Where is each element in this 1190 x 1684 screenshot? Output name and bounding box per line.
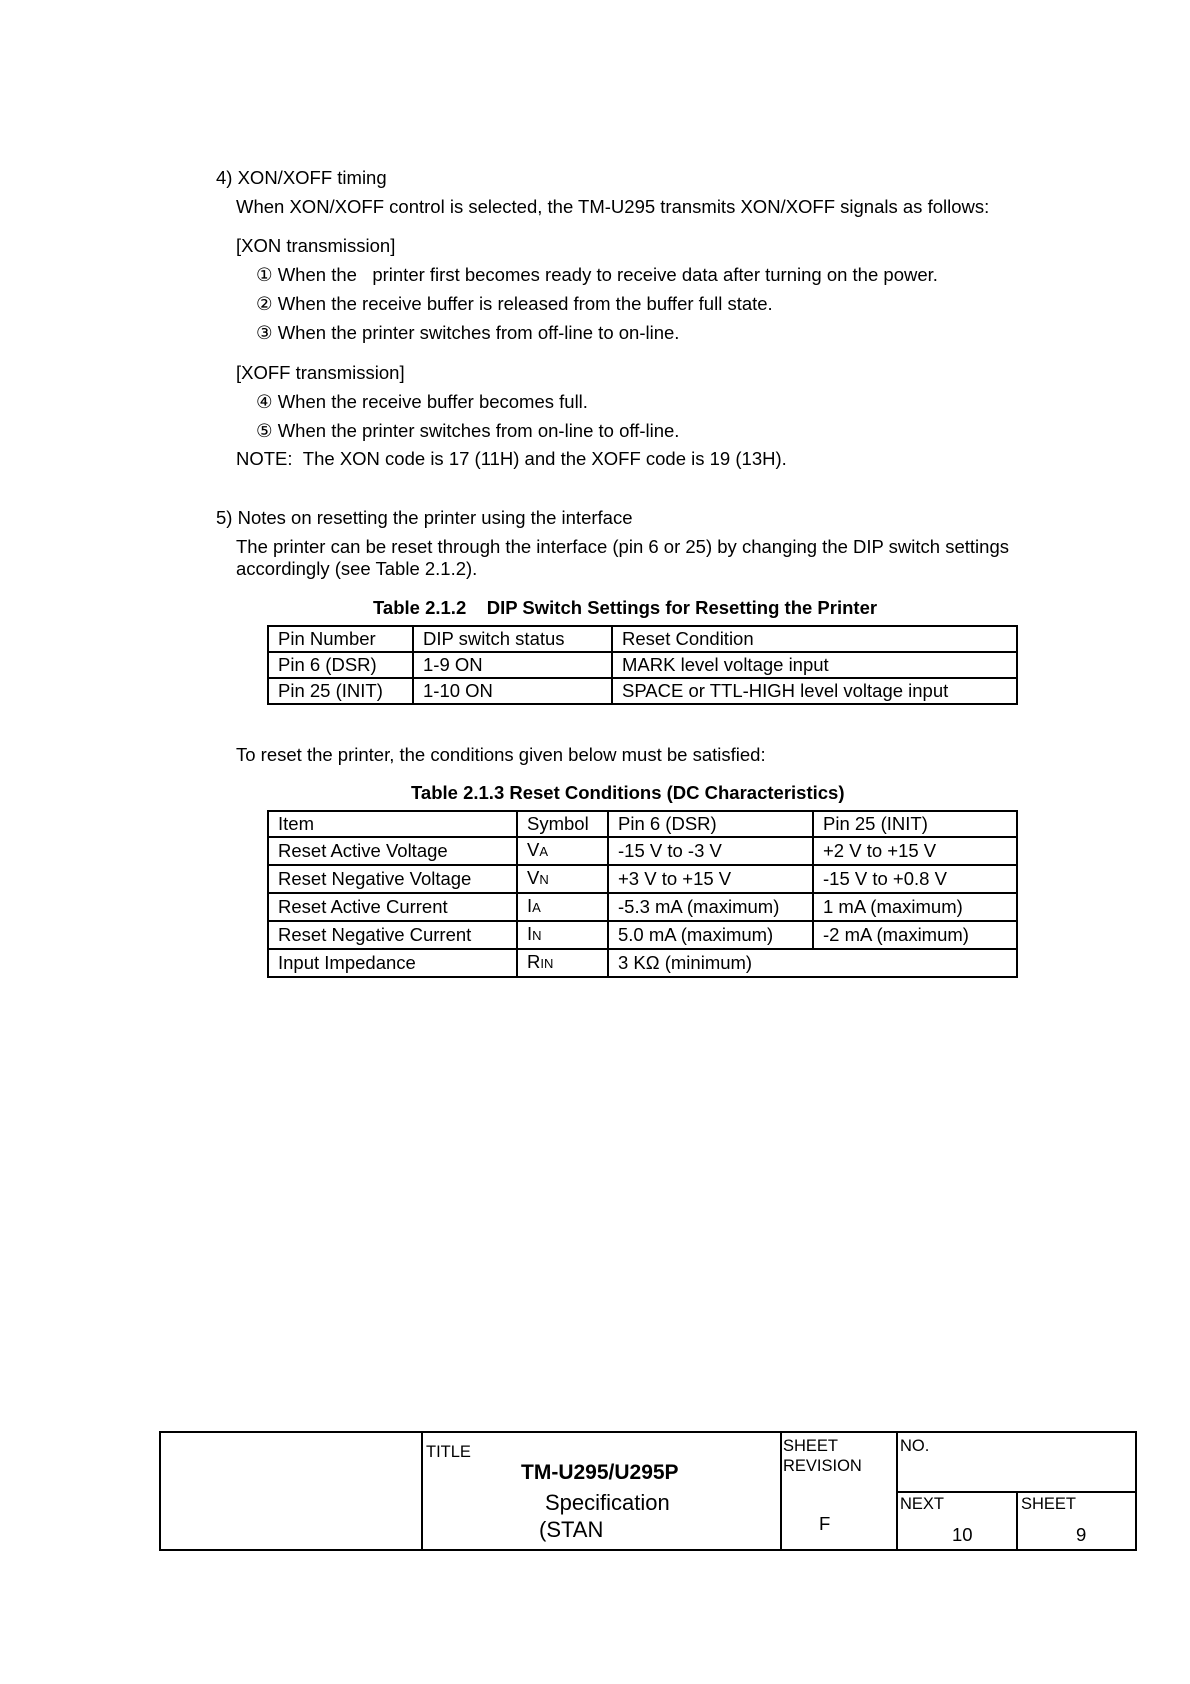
table-cell: Reset Active Voltage: [268, 837, 517, 865]
table-header-row: [268, 811, 1017, 837]
header-cell: Symbol: [517, 811, 608, 837]
section-5-paragraph-line-2: accordingly (see Table 2.1.2).: [236, 558, 478, 579]
table-2-1-2-caption: Table 2.1.2 DIP Switch Settings for Resetting the Printer: [373, 597, 878, 618]
document-spec-line-2: (STAN: [539, 1517, 604, 1542]
xon-label: [XON transmission]: [236, 235, 396, 256]
title-block: [159, 1431, 1137, 1551]
table-2-1-3-caption: Table 2.1.3 Reset Conditions (DC Characteristics): [411, 782, 845, 803]
revision-value: F: [819, 1513, 831, 1534]
xoff-item-5: ⑤ When the printer switches from on-line to off-line.: [256, 420, 680, 441]
table-cell: MARK level voltage input: [612, 652, 1017, 678]
header-cell: DIP switch status: [413, 626, 612, 652]
xoff-label: [XOFF transmission]: [236, 362, 405, 383]
reset-conditions-text: To reset the printer, the conditions given below must be satisfied:: [236, 744, 766, 765]
sheet-revision-label-line-1: SHEET: [783, 1437, 839, 1455]
sheet-value: 9: [1076, 1524, 1087, 1545]
table-cell: Reset Negative Current: [268, 921, 517, 949]
table-cell: 1-10 ON: [413, 678, 612, 704]
table-row: [268, 921, 1017, 949]
symbol-cell: VN: [517, 865, 608, 893]
table-cell: Input Impedance: [268, 949, 517, 977]
symbol-cell: IA: [517, 893, 608, 921]
table-cell: Reset Negative Voltage: [268, 865, 517, 893]
document-spec-line-1: Specification: [545, 1490, 670, 1515]
table-cell: Pin 6 (DSR): [268, 652, 413, 678]
table-header-row: [268, 626, 1017, 652]
table-cell: -15 V to +0.8 V: [813, 865, 1017, 893]
section-5-heading: 5) Notes on resetting the printer using the interface: [216, 507, 633, 528]
number-label: NO.: [900, 1437, 930, 1455]
table-cell: -15 V to -3 V: [608, 837, 813, 865]
table-cell: Reset Active Current: [268, 893, 517, 921]
symbol-cell: VA: [517, 837, 608, 865]
next-sheet-value: 10: [952, 1524, 973, 1545]
next-label: NEXT: [900, 1495, 945, 1513]
section-4-heading: 4) XON/XOFF timing: [216, 167, 387, 188]
title-label: TITLE: [426, 1443, 471, 1461]
header-cell: Reset Condition: [612, 626, 1017, 652]
symbol-cell: IN: [517, 921, 608, 949]
section-5-paragraph-line-1: The printer can be reset through the interface (pin 6 or 25) by changing the DIP switch settings: [236, 536, 1009, 557]
xon-xoff-note: NOTE: The XON code is 17 (11H) and the XOFF code is 19 (13H).: [236, 448, 787, 469]
table-cell: +2 V to +15 V: [813, 837, 1017, 865]
sheet-revision-label-line-2: REVISION: [783, 1457, 862, 1475]
document-model: TM-U295/U295P: [521, 1461, 679, 1484]
table-row: [268, 652, 1017, 678]
table-row: [268, 949, 1017, 977]
table-cell: 1-9 ON: [413, 652, 612, 678]
xoff-item-4: ④ When the receive buffer becomes full.: [256, 391, 588, 412]
header-cell: Pin 25 (INIT): [813, 811, 1017, 837]
symbol-cell: RIN: [517, 949, 608, 977]
table-cell: 1 mA (maximum): [813, 893, 1017, 921]
table-cell: -5.3 mA (maximum): [608, 893, 813, 921]
reset-conditions-table: [267, 810, 1018, 978]
header-cell: Pin 6 (DSR): [608, 811, 813, 837]
sheet-label: SHEET: [1021, 1495, 1077, 1513]
xon-item-3: ③ When the printer switches from off-line to on-line.: [256, 322, 680, 343]
header-cell: Pin Number: [268, 626, 413, 652]
header-cell: Item: [268, 811, 517, 837]
xon-item-1: ① When the printer first becomes ready to receive data after turning on the power.: [256, 264, 938, 285]
dip-switch-table: [267, 625, 1018, 705]
table-cell: 3 KΩ (minimum): [608, 949, 1017, 977]
xon-item-2: ② When the receive buffer is released from the buffer full state.: [256, 293, 773, 314]
table-cell: Pin 25 (INIT): [268, 678, 413, 704]
table-cell: +3 V to +15 V: [608, 865, 813, 893]
table-cell: SPACE or TTL-HIGH level voltage input: [612, 678, 1017, 704]
table-row: [268, 678, 1017, 704]
table-cell: 5.0 mA (maximum): [608, 921, 813, 949]
table-row: [268, 865, 1017, 893]
table-row: [268, 893, 1017, 921]
table-cell: -2 mA (maximum): [813, 921, 1017, 949]
table-row: [268, 837, 1017, 865]
section-4-intro: When XON/XOFF control is selected, the TM-U295 transmits XON/XOFF signals as follows:: [236, 196, 990, 217]
